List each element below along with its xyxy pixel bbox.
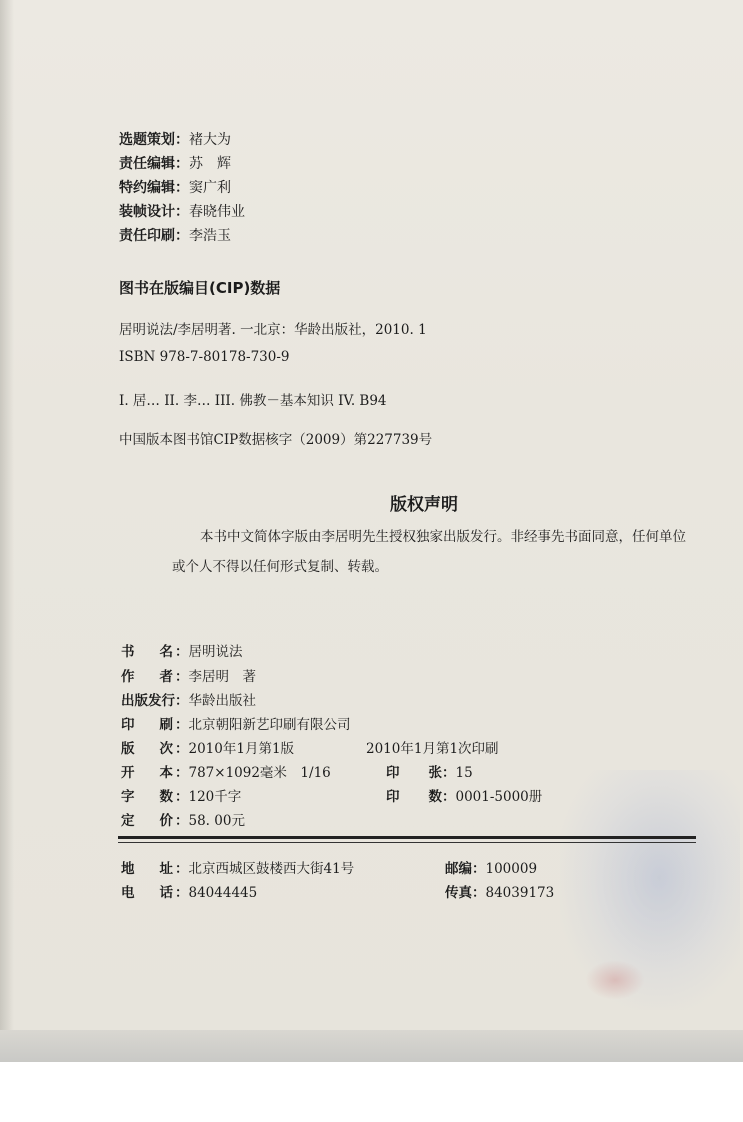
contact-fax [445,881,554,901]
spec-value-2: 15 [455,765,473,781]
spec-value: 北京朝阳新艺印刷有限公司 [188,717,351,733]
credit-value: 李浩玉 [189,228,231,244]
credit-value: 窦广利 [189,180,231,196]
spec-label-2: 印张 [386,765,442,781]
contact-address: 地址 ：北京西城区鼓楼西大街41号 [121,857,354,877]
spec-value-2: 0001-5000册 [455,789,543,805]
credit-value: 苏 辉 [189,156,231,172]
copyright-title: 版权声明 [390,495,458,515]
contact-label-2: 传真： [445,885,486,901]
spec-price: 定价 ：58. 00元 [121,810,245,832]
cip-line-2: ISBN 978-7-80178-730-9 [119,349,290,365]
credit-value: 褚大为 [189,132,231,148]
divider-thin [118,842,696,843]
credit-planning: 选题策划：褚大为 [119,132,231,148]
credit-key: 装帧设计 [119,204,175,220]
spec-edition: 版次 ：2010年1月第1版 2010年1月第1次印刷 [121,738,621,760]
spec-label: 字数 [121,789,173,805]
spec-author: 作者 ：李居明 著 [121,666,256,688]
spec-label: 版次 [121,741,173,757]
spec-label: 定价 [121,813,173,829]
spec-label: 开本 [121,765,173,781]
credit-printing: 责任印刷：李浩玉 [119,228,231,244]
spec-label: 书名 [121,644,173,660]
fold-shadow [0,0,14,1062]
credit-design: 装帧设计：春晓伟业 [119,204,245,220]
spec-label: 印刷 [121,717,173,733]
contact-value-2: 100009 [485,861,538,877]
spec-value: 787×1092毫米 1/16 [188,765,331,781]
cip-line-4: 中国版本图书馆CIP数据核字（2009）第227739号 [119,432,433,448]
credit-key: 选题策划 [119,132,175,148]
spec-value-2: 2010年1月第1次印刷 [366,741,499,757]
contact-value: 84044445 [188,885,258,901]
red-stamp-mark [585,960,645,1000]
spec-value: 华龄出版社 [188,693,256,709]
page-bottom-edge [0,1030,743,1062]
spec-value: 58. 00元 [188,813,245,829]
contact-label: 电话 [121,885,173,901]
credit-value: 春晓伟业 [189,204,245,220]
spec-format: 开本 ：787×1092毫米 1/16 印张：15 [121,762,621,784]
divider-thick [118,836,696,839]
spec-label-2: 印数 [386,789,442,805]
credit-key: 责任编辑 [119,156,175,172]
contact-value: 北京西城区鼓楼西大街41号 [188,861,355,877]
credit-special-editor: 特约编辑：窦广利 [119,180,231,196]
cip-title: 图书在版编目(CIP)数据 [119,279,281,297]
spec-value: 居明说法 [188,644,243,660]
contact-value-2: 84039173 [485,885,555,901]
cip-line-3: I. 居… II. 李… III. 佛教－基本知识 IV. B94 [119,393,387,409]
spec-label: 作者 [121,669,173,685]
credit-editor: 责任编辑：苏 辉 [119,156,231,172]
contact-phone: 电话 ：84044445 [121,881,257,901]
copyright-body: 本书中文简体字版由李居明先生授权独家出版发行。非经事先书面同意，任何单位或个人不得以任何形式复制、转载。 [172,529,686,575]
credit-key: 特约编辑 [119,180,175,196]
contact-postcode [445,857,537,877]
cip-line-1: 居明说法/李居明著. 一北京：华龄出版社，2010. 1 [119,322,427,338]
spec-value: 2010年1月第1版 [188,741,295,757]
spec-book-name: 书名 ：居明说法 [121,641,243,663]
contact-label-2: 邮编： [445,861,486,877]
spec-value: 120千字 [188,789,242,805]
credit-key: 责任印刷 [119,228,175,244]
contact-label: 地址 [121,861,173,877]
spec-label: 出版发行 [121,693,175,709]
spec-printer: 印刷 ：北京朝阳新艺印刷有限公司 [121,714,351,736]
spec-publisher: 出版发行：华龄出版社 [121,690,256,712]
spec-words: 字数 ：120千字 印数：0001-5000册 [121,786,621,808]
spec-value: 李居明 著 [188,669,256,685]
